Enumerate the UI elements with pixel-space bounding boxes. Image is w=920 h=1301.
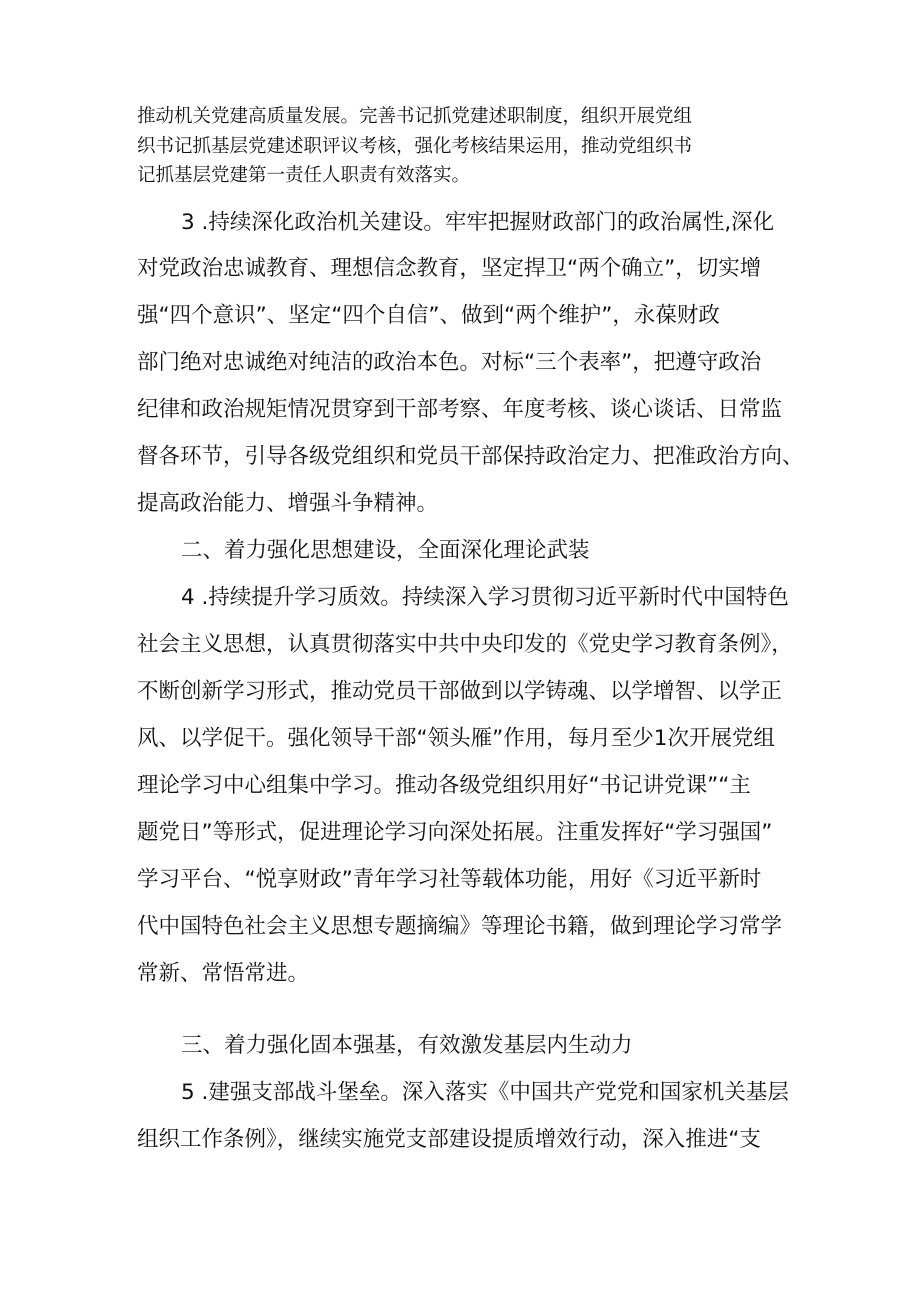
paragraph-line: 理论学习中心组集中学习。推动各级党组织用好“书记讲党课”“主: [137, 773, 751, 798]
paragraph-line: 常新、常悟常进。: [137, 961, 310, 986]
paragraph-line: 记抓基层党建第一责任人职责有效落实。: [137, 165, 471, 186]
paragraph-line: 不断创新学习形式，推动党员干部做到以学铸魂、以学增智、以学正: [137, 679, 783, 704]
paragraph-line: 强“四个意识”、坚定“四个自信”、做到“两个维护”，永葆财政: [137, 303, 720, 328]
paragraph-line: 3 .持续深化政治机关建设。牢牢把握财政部门的政治属性,深化: [181, 210, 775, 235]
paragraph-line: 4 .持续提升学习质效。持续深入学习贯彻习近平新时代中国特色: [181, 585, 789, 610]
paragraph-line: 组织工作条例》，继续实施党支部建设提质增效行动，深入推进“支: [137, 1127, 761, 1152]
paragraph-line: 提高政治能力、增强斗争精神。: [137, 491, 439, 516]
paragraph-line: 部门绝对忠诚绝对纯洁的政治本色。对标“三个表率”，把遵守政治: [137, 350, 762, 375]
paragraph-line: 题党日”等形式，促进理论学习向深处拓展。注重发挥好“学习强国”: [137, 820, 773, 845]
paragraph-line: 织书记抓基层党建述职评议考核，强化考核结果运用，推动党组织书: [137, 136, 693, 157]
paragraph-line: 风、以学促干。强化领导干部“领头雁”作用，每月至少1次开展党组: [137, 726, 775, 751]
paragraph-line: 代中国特色社会主义思想专题摘编》等理论书籍，做到理论学习常学: [137, 914, 783, 939]
paragraph-line: 社会主义思想，认真贯彻落实中共中央印发的《党史学习教育条例》，: [137, 632, 793, 657]
section-heading: 三、着力强化固本强基，有效激发基层内生动力: [181, 1033, 633, 1058]
section-heading: 二、着力强化思想建设，全面深化理论武装: [181, 538, 590, 563]
paragraph-line: 5 .建强支部战斗堡垒。深入落实《中国共产党党和国家机关基层: [181, 1080, 789, 1105]
paragraph-line: 纪律和政治规矩情况贯穿到干部考察、年度考核、谈心谈话、日常监: [137, 397, 783, 422]
paragraph-line: 对党政治忠诚教育、理想信念教育，坚定捍卫“两个确立”，切实增: [137, 256, 762, 281]
paragraph-line: 学习平台、“悦享财政”青年学习社等载体功能，用好《习近平新时: [137, 867, 762, 892]
paragraph-line: 督各环节，引导各级党组织和党员干部保持政治定力、把准政治方向、: [137, 444, 804, 469]
paragraph-line: 推动机关党建高质量发展。完善书记抓党建述职制度，组织开展党组: [137, 106, 693, 127]
